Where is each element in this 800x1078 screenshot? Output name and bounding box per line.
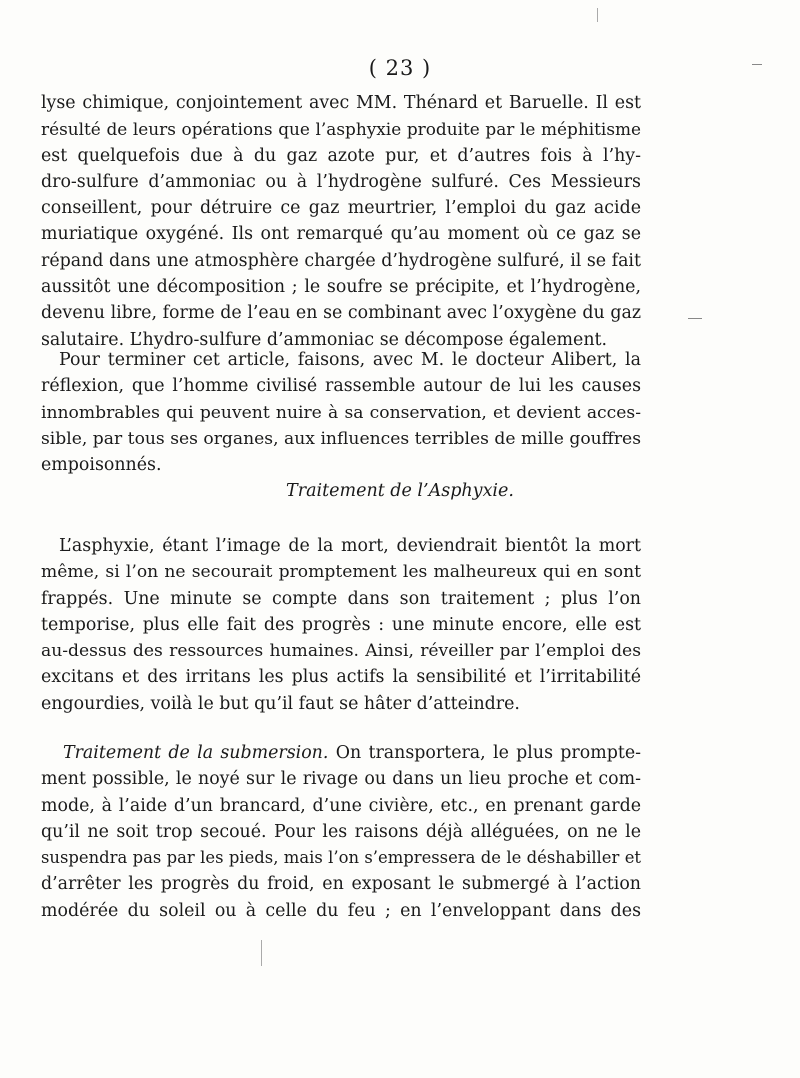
paragraph-mephitisme xyxy=(41,90,641,353)
paragraph-alibert xyxy=(41,347,641,478)
text-line: innombrables qui peuvent nuire à sa conservation, et devient acces- xyxy=(41,402,641,423)
text-line: d’arrêter les progrès du froid, en exposant le submergé à l’action xyxy=(41,874,641,895)
text-line: même, si l’on ne secourait promptement les malheureux qui en sont xyxy=(41,562,641,583)
section-heading: Traitement de l’Asphyxie. xyxy=(286,481,514,501)
page-number: ( 23 ) xyxy=(368,56,432,80)
scan-artifact-line xyxy=(261,940,262,966)
text-line: engourdies, voilà le but qu’il faut se hâter d’atteindre. xyxy=(41,693,520,714)
text-line: mode, à l’aide d’un brancard, d’une civière, etc., en prenant garde xyxy=(41,795,641,816)
text-line: salutaire. L’hydro-sulfure d’ammoniac se décompose également. xyxy=(41,329,608,350)
text-line: réflexion, que l’homme civilisé rassemble autour de lui les causes xyxy=(41,376,641,397)
margin-mark xyxy=(752,64,762,65)
text-line: aussitôt une décomposition ; le soufre se précipite, et l’hydrogène, xyxy=(41,277,641,298)
subsection-lead: Traitement de la submersion. xyxy=(63,743,329,763)
text-line: L’asphyxie, étant l’image de la mort, deviendrait bientôt la mort xyxy=(59,536,641,556)
text-line: dro-sulfure d’ammoniac ou à l’hydrogène sulfuré. Ces Messieurs xyxy=(41,171,641,192)
text-line: muriatique oxygéné. Ils ont remarqué qu’au moment où ce gaz se xyxy=(41,224,641,245)
text-line: frappés. Une minute se compte dans son traitement ; plus l’on xyxy=(41,588,641,609)
margin-mark xyxy=(688,318,702,319)
text-line: Pour terminer cet article, faisons, avec M. le docteur Alibert, la xyxy=(59,350,641,370)
text-line: sible, par tous ses organes, aux influences terribles de mille gouffres xyxy=(41,428,641,449)
text-line: conseillent, pour détruire ce gaz meurtrier, l’emploi du gaz acide xyxy=(41,198,641,219)
text-line: temporise, plus elle fait des progrès : une minute encore, elle est xyxy=(41,614,641,635)
paragraph-submersion xyxy=(41,740,641,924)
text-line xyxy=(41,740,641,766)
text-line: modérée du soleil ou à celle du feu ; en l’enveloppant dans des xyxy=(41,900,641,921)
text-line: est quelquefois due à du gaz azote pur, et d’autres fois à l’hy- xyxy=(41,145,641,166)
text-line: devenu libre, forme de l’eau en se combinant avec l’oxygène du gaz xyxy=(41,303,641,324)
text-line: résulté de leurs opérations que l’asphyxie produite par le méphitisme xyxy=(41,119,641,140)
text-line: qu’il ne soit trop secoué. Pour les raisons déjà alléguées, on ne le xyxy=(41,821,641,842)
text-line: empoisonnés. xyxy=(41,455,162,476)
paragraph-asphyxie xyxy=(41,533,641,717)
text-line: excitans et des irritans les plus actifs la sensibilité et l’irritabilité xyxy=(41,667,641,688)
text-line: répand dans une atmosphère chargée d’hydrogène sulfuré, il se fait xyxy=(41,250,641,271)
text-fragment: On transportera, le plus prompte- xyxy=(335,743,641,763)
text-line: lyse chimique, conjointement avec MM. Thénard et Baruelle. Il est xyxy=(41,93,641,113)
scan-artifact-line xyxy=(597,8,598,22)
text-line: ment possible, le noyé sur le rivage ou dans un lieu proche et com- xyxy=(41,769,641,790)
text-line: suspendra pas par les pieds, mais l’on s’empressera de le déshabiller et xyxy=(41,848,641,868)
text-line: au-dessus des ressources humaines. Ainsi, réveiller par l’emploi des xyxy=(41,641,641,662)
